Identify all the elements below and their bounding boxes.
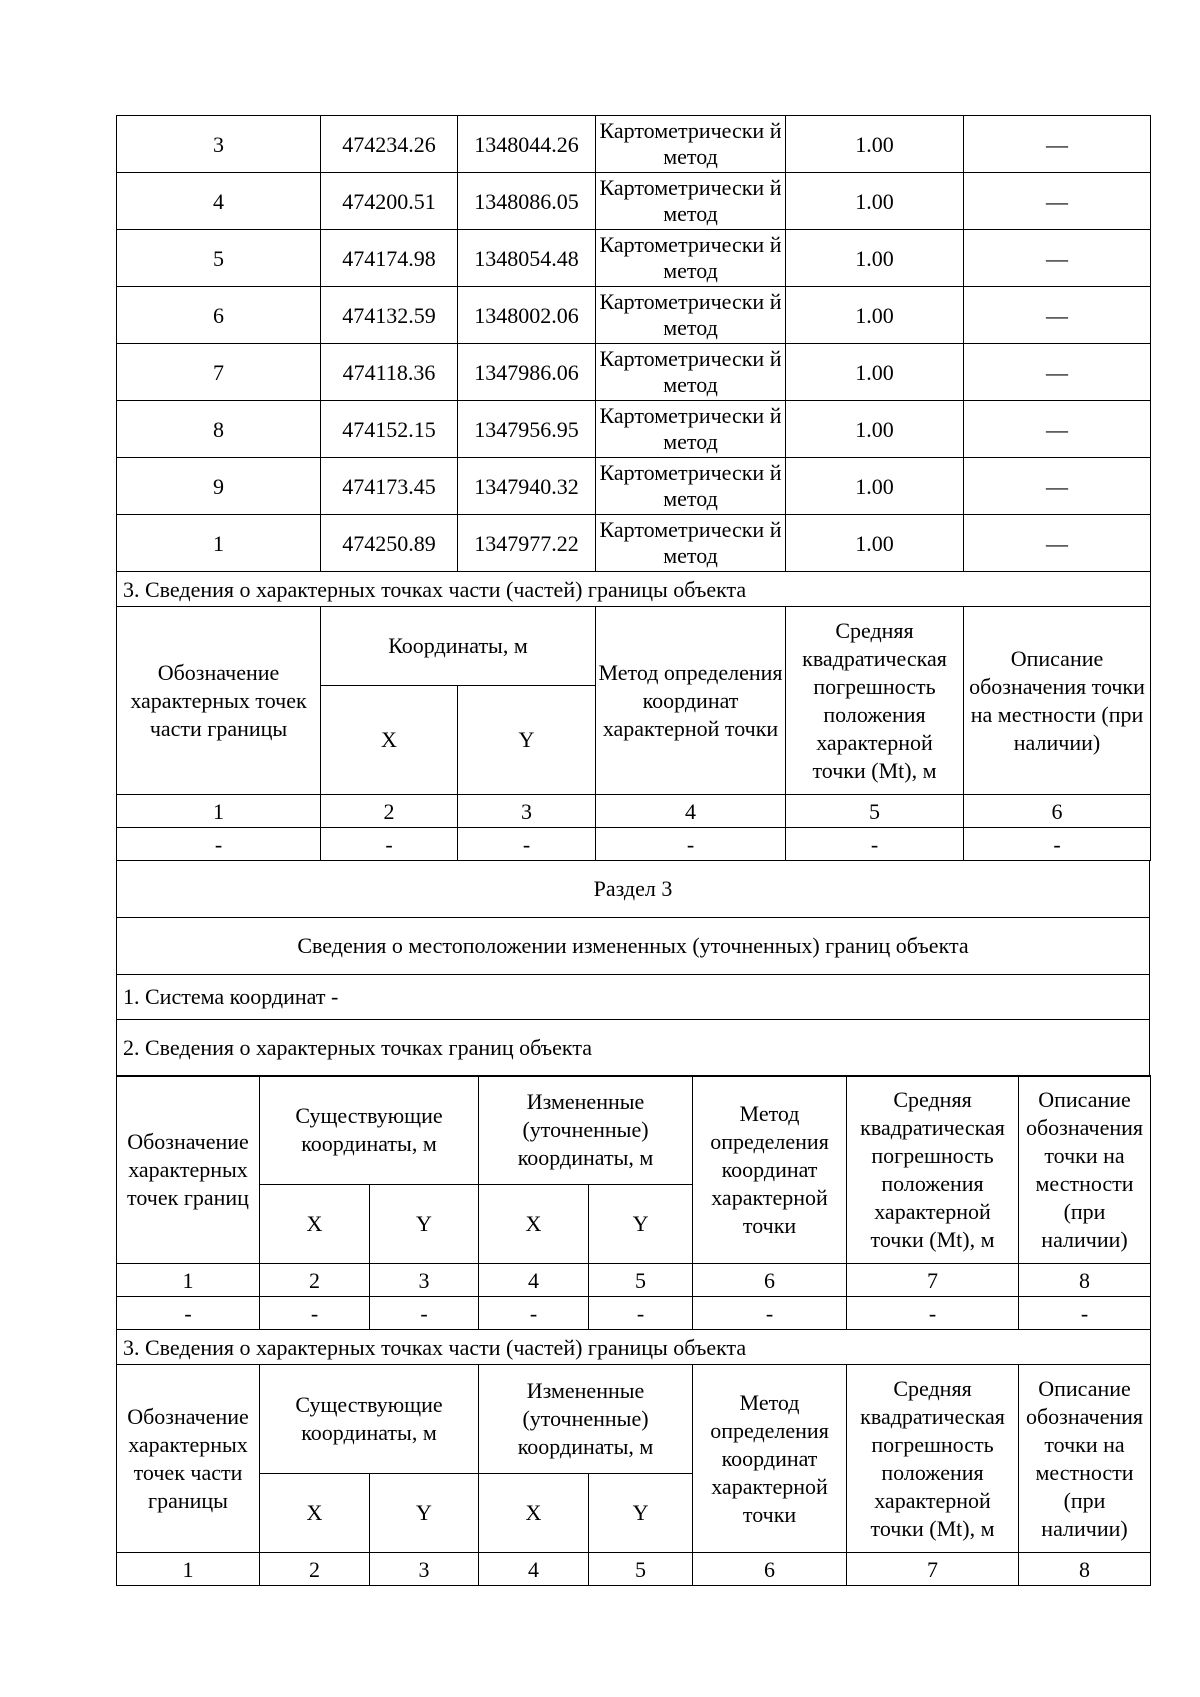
header-method: Метод определения координат характерной точки xyxy=(596,607,786,795)
description-cell: — xyxy=(964,116,1151,173)
point-number: 3 xyxy=(117,116,321,173)
coord-y: 1348002.06 xyxy=(458,287,596,344)
mt-cell: 1.00 xyxy=(786,230,964,287)
empty-cell: - xyxy=(117,828,321,861)
mt-cell: 1.00 xyxy=(786,173,964,230)
coord-y: 1348054.48 xyxy=(458,230,596,287)
col-number: 1 xyxy=(117,1553,260,1586)
description-cell: — xyxy=(964,515,1151,572)
col-number: 6 xyxy=(693,1264,847,1297)
empty-cell: - xyxy=(479,1297,589,1330)
header-existing-coordinates: Существующие координаты, м xyxy=(260,1365,479,1474)
point-number: 6 xyxy=(117,287,321,344)
coordinate-system: 1. Система координат - xyxy=(117,974,1150,1019)
coord-y: 1348044.26 xyxy=(458,116,596,173)
boundary-points-caption: 2. Сведения о характерных точках границ объекта xyxy=(117,1019,1150,1076)
table-row xyxy=(117,287,1151,344)
coord-x: 474173.45 xyxy=(321,458,458,515)
header-description: Описание обозначения точки на местности (при наличии) xyxy=(964,607,1151,795)
coord-y: 1348086.05 xyxy=(458,173,596,230)
empty-cell: - xyxy=(370,1297,479,1330)
empty-cell: - xyxy=(458,828,596,861)
method-cell: Картометрически й метод xyxy=(596,458,786,515)
method-cell: Картометрически й метод xyxy=(596,401,786,458)
col-number: 5 xyxy=(786,795,964,828)
col-number: 5 xyxy=(589,1553,693,1586)
table-row xyxy=(117,515,1151,572)
description-cell: — xyxy=(964,401,1151,458)
document-sheet xyxy=(116,115,1150,1586)
header-designation-part: Обозначение характерных точек части границы xyxy=(117,1365,260,1553)
col-number: 8 xyxy=(1019,1553,1151,1586)
header-existing-coordinates: Существующие координаты, м xyxy=(260,1076,479,1185)
col-number: 7 xyxy=(847,1553,1019,1586)
description-cell: — xyxy=(964,230,1151,287)
table-row xyxy=(117,230,1151,287)
header-y: Y xyxy=(589,1474,693,1553)
coord-y: 1347977.22 xyxy=(458,515,596,572)
part-boundary-caption: 3. Сведения о характерных точках части (частей) границы объекта xyxy=(117,1330,1151,1365)
mt-cell: 1.00 xyxy=(786,344,964,401)
header-coordinates: Координаты, м xyxy=(321,607,596,686)
method-cell: Картометрически й метод xyxy=(596,173,786,230)
coord-x: 474200.51 xyxy=(321,173,458,230)
header-designation: Обозначение характерных точек части границы xyxy=(117,607,321,795)
header-y: Y xyxy=(458,686,596,795)
col-number: 6 xyxy=(693,1553,847,1586)
coord-y: 1347940.32 xyxy=(458,458,596,515)
header-x: X xyxy=(479,1474,589,1553)
empty-cell: - xyxy=(964,828,1151,861)
coord-x: 474234.26 xyxy=(321,116,458,173)
coord-x: 474132.59 xyxy=(321,287,458,344)
section-title: Раздел 3 xyxy=(117,860,1150,917)
coord-y: 1347986.06 xyxy=(458,344,596,401)
col-number: 8 xyxy=(1019,1264,1151,1297)
mt-cell: 1.00 xyxy=(786,515,964,572)
mt-cell: 1.00 xyxy=(786,401,964,458)
points-table xyxy=(116,115,1151,861)
empty-cell: - xyxy=(260,1297,370,1330)
empty-cell: - xyxy=(693,1297,847,1330)
col-number: 7 xyxy=(847,1264,1019,1297)
description-cell: — xyxy=(964,173,1151,230)
table-row xyxy=(117,401,1151,458)
col-number: 2 xyxy=(260,1264,370,1297)
col-number: 6 xyxy=(964,795,1151,828)
empty-cell: - xyxy=(589,1297,693,1330)
header-x: X xyxy=(260,1474,370,1553)
table-row xyxy=(117,344,1151,401)
point-number: 8 xyxy=(117,401,321,458)
header-method: Метод определения координат характерной точки xyxy=(693,1365,847,1553)
empty-cell: - xyxy=(1019,1297,1151,1330)
header-y: Y xyxy=(370,1474,479,1553)
col-number: 3 xyxy=(370,1553,479,1586)
empty-cell: - xyxy=(596,828,786,861)
col-number: 2 xyxy=(260,1553,370,1586)
header-x: X xyxy=(479,1185,589,1264)
coord-x: 474174.98 xyxy=(321,230,458,287)
col-number: 3 xyxy=(458,795,596,828)
header-changed-coordinates: Измененные (уточненные) координаты, м xyxy=(479,1365,693,1474)
method-cell: Картометрически й метод xyxy=(596,344,786,401)
empty-cell: - xyxy=(847,1297,1019,1330)
header-x: X xyxy=(321,686,458,795)
method-cell: Картометрически й метод xyxy=(596,116,786,173)
point-number: 5 xyxy=(117,230,321,287)
mt-cell: 1.00 xyxy=(786,116,964,173)
col-number: 3 xyxy=(370,1264,479,1297)
col-number: 4 xyxy=(596,795,786,828)
method-cell: Картометрически й метод xyxy=(596,230,786,287)
header-y: Y xyxy=(589,1185,693,1264)
header-changed-coordinates: Измененные (уточненные) координаты, м xyxy=(479,1076,693,1185)
section-subtitle: Сведения о местоположении измененных (уточненных) границ объекта xyxy=(117,917,1150,974)
col-number: 1 xyxy=(117,795,321,828)
empty-cell: - xyxy=(117,1297,260,1330)
col-number: 1 xyxy=(117,1264,260,1297)
table-row xyxy=(117,173,1151,230)
point-number: 4 xyxy=(117,173,321,230)
header-designation: Обозначение характерных точек границ xyxy=(117,1076,260,1264)
header-mt: Средняя квадратическая погрешность положения характерной точки (Mt), м xyxy=(847,1365,1019,1553)
coord-y: 1347956.95 xyxy=(458,401,596,458)
description-cell: — xyxy=(964,287,1151,344)
section-3-header xyxy=(116,860,1150,1077)
method-cell: Картометрически й метод xyxy=(596,287,786,344)
method-cell: Картометрически й метод xyxy=(596,515,786,572)
coord-x: 474152.15 xyxy=(321,401,458,458)
header-mt: Средняя квадратическая погрешность положения характерной точки (Mt), м xyxy=(786,607,964,795)
point-number: 7 xyxy=(117,344,321,401)
point-number: 1 xyxy=(117,515,321,572)
empty-cell: - xyxy=(321,828,458,861)
coord-x: 474118.36 xyxy=(321,344,458,401)
coord-x: 474250.89 xyxy=(321,515,458,572)
changed-boundary-table xyxy=(116,1075,1151,1586)
mt-cell: 1.00 xyxy=(786,287,964,344)
header-method: Метод определения координат характерной точки xyxy=(693,1076,847,1264)
header-x: X xyxy=(260,1185,370,1264)
mt-cell: 1.00 xyxy=(786,458,964,515)
header-description: Описание обозначения точки на местности (при наличии) xyxy=(1019,1365,1151,1553)
part-boundary-caption: 3. Сведения о характерных точках части (частей) границы объекта xyxy=(117,572,1151,607)
description-cell: — xyxy=(964,458,1151,515)
empty-cell: - xyxy=(786,828,964,861)
col-number: 4 xyxy=(479,1553,589,1586)
header-description: Описание обозначения точки на местности (при наличии) xyxy=(1019,1076,1151,1264)
col-number: 2 xyxy=(321,795,458,828)
table-row xyxy=(117,458,1151,515)
header-y: Y xyxy=(370,1185,479,1264)
header-mt: Средняя квадратическая погрешность положения характерной точки (Mt), м xyxy=(847,1076,1019,1264)
col-number: 4 xyxy=(479,1264,589,1297)
col-number: 5 xyxy=(589,1264,693,1297)
table-row xyxy=(117,116,1151,173)
point-number: 9 xyxy=(117,458,321,515)
description-cell: — xyxy=(964,344,1151,401)
